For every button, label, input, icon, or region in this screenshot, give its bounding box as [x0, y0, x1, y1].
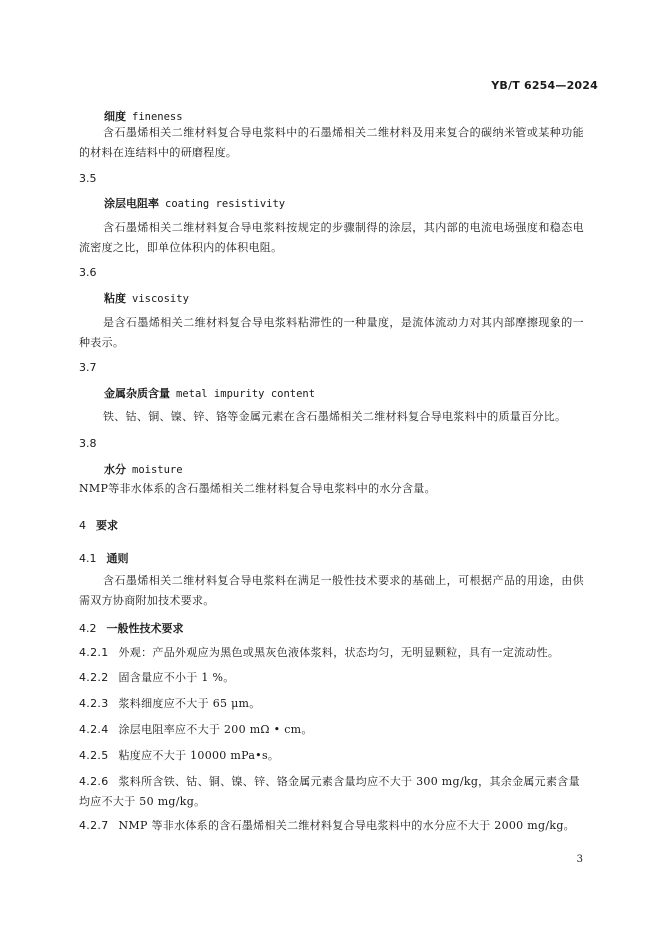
clause-title: 通则 [106, 552, 129, 565]
chapter-4-heading [79, 517, 118, 533]
term-cn: 金属杂质含量 [104, 387, 170, 400]
term-coating-resistivity [104, 195, 285, 211]
item-text: 涂层电阻率应不大于 200 mΩ • cm。 [118, 723, 313, 736]
clause-4-1-body: 含石墨烯相关二维材料复合导电浆料在满足一般性技术要求的基础上，可根据产品的用途，由供需双方协商附加技术要求。 [79, 574, 584, 607]
page-number: 3 [576, 854, 583, 865]
item-number: 4.2.2 [79, 671, 109, 684]
term-en: moisture [132, 464, 183, 476]
item-text: 粘度应不大于 10000 mPa•s。 [118, 749, 280, 762]
clause-title: 一般性技术要求 [106, 622, 184, 635]
item-text: 固含量应不小于 1 %。 [118, 671, 235, 684]
clause-number-3-6: 3.6 [79, 266, 97, 279]
requirement-item [79, 668, 584, 688]
definition-moisture: NMP等非水体系的含石墨烯相关二维材料复合导电浆料中的水分含量。 [79, 482, 436, 495]
clause-number-3-8: 3.8 [79, 437, 97, 450]
term-cn: 细度 [104, 110, 126, 123]
requirement-item [79, 694, 584, 714]
term-viscosity [104, 290, 189, 306]
chapter-number: 4 [79, 519, 86, 532]
item-number: 4.2.1 [79, 646, 109, 659]
term-cn: 水分 [104, 463, 126, 476]
chapter-title: 要求 [96, 519, 118, 532]
item-number: 4.2.4 [79, 723, 109, 736]
definition-metal-impurity: 铁、钴、铜、镍、锌、铬等金属元素在含石墨烯相关二维材料复合导电浆料中的质量百分比。 [103, 410, 567, 423]
requirement-item [79, 720, 584, 740]
item-text: 浆料细度应不大于 65 μm。 [118, 697, 261, 710]
item-number: 4.2.5 [79, 749, 109, 762]
item-text: NMP 等非水体系的含石墨烯相关二维材料复合导电浆料中的水分应不大于 2000 mg/kg。 [118, 819, 575, 832]
term-en: fineness [132, 111, 183, 123]
definition-viscosity: 是含石墨烯相关二维材料复合导电浆料粘滞性的一种量度，是流体流动力对其内部摩擦现象的一种表示。 [79, 316, 584, 349]
clause-number: 4.1 [79, 552, 97, 565]
item-text: 浆料所含铁、钴、铜、镍、锌、铬金属元素含量均应不大于 300 mg/kg，其余金属元素含量均应不大于 50 mg/kg。 [79, 775, 580, 808]
item-number: 4.2.6 [79, 775, 109, 788]
definition-coating-resistivity: 含石墨烯相关二维材料复合导电浆料按规定的步骤制得的涂层，其内部的电流电场强度和稳态电流密度之比，即单位体积内的体积电阻。 [79, 221, 584, 254]
term-en: metal impurity content [176, 388, 316, 400]
item-text: 外观：产品外观应为黑色或黑灰色液体浆料，状态均匀，无明显颗粒，具有一定流动性。 [118, 646, 560, 659]
item-number: 4.2.7 [79, 819, 109, 832]
term-en: coating resistivity [165, 198, 286, 210]
standard-code-header: YB/T 6254—2024 [491, 79, 598, 92]
requirement-item [79, 746, 584, 766]
clause-number-3-7: 3.7 [79, 361, 97, 374]
clause-number-3-5: 3.5 [79, 172, 97, 185]
term-metal-impurity [104, 385, 315, 401]
requirement-item [79, 816, 584, 836]
definition-fineness: 含石墨烯相关二维材料复合导电浆料中的石墨烯相关二维材料及用来复合的碳纳米管或某种功能的材料在连结料中的研磨程度。 [79, 126, 584, 159]
requirement-item [79, 772, 584, 812]
term-moisture [104, 461, 183, 477]
term-fineness [104, 108, 183, 124]
requirement-item [79, 643, 584, 663]
clause-4-1-heading [79, 550, 129, 566]
clause-number: 4.2 [79, 622, 97, 635]
item-number: 4.2.3 [79, 697, 109, 710]
term-cn: 粘度 [104, 292, 126, 305]
term-en: viscosity [132, 293, 189, 305]
term-cn: 涂层电阻率 [104, 197, 159, 210]
clause-4-2-heading [79, 620, 184, 636]
